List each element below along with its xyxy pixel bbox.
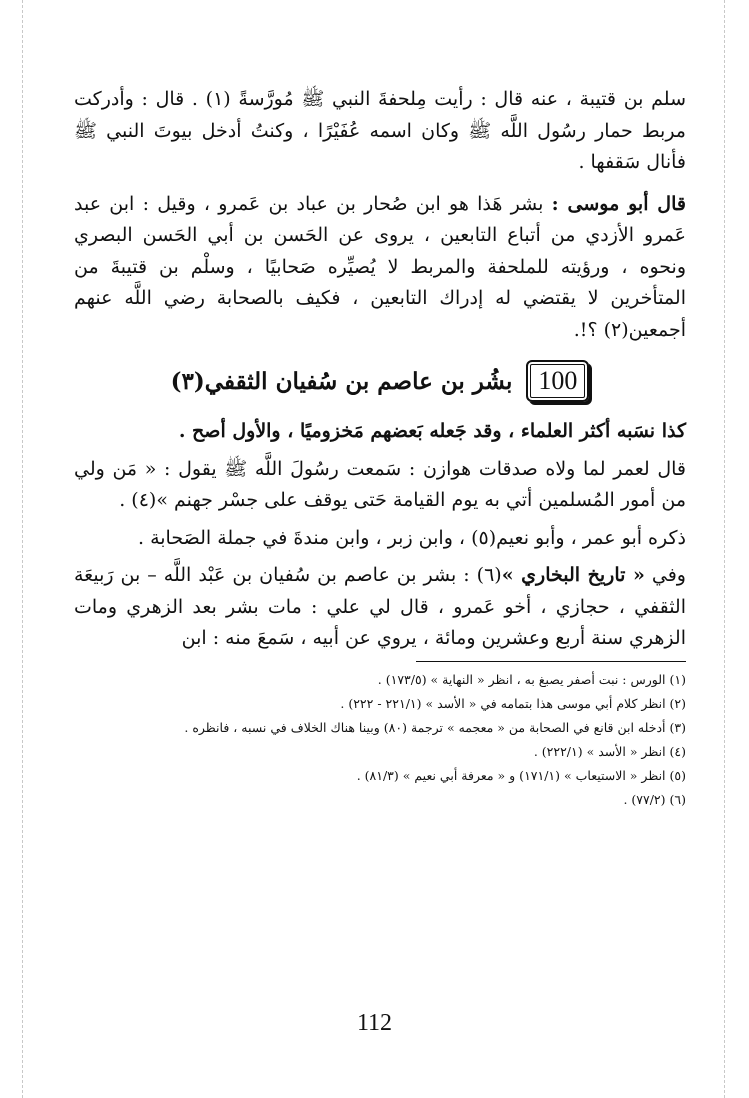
entry-heading <box>74 360 686 402</box>
paragraph-bukhari <box>74 560 686 655</box>
footnote: (٢) انظر كلام أبي موسى هذا بتمامه في « الأسد » (٢٢١/١ - ٢٢٢) . <box>340 695 686 711</box>
abu-musa-text: بشر هَذا هو ابن صُحار بن عباد بن عَمرو ، وقيل : ابن عبد عَمرو الأزدي من أتباع التابعين ، يروى عن الحَسن بن أبي الحَسن البصري ونحوه ، ورؤيته للملحفة والمربط لا يُصيِّره صَحابيًا ، وسلْم بن قتيبةَ من المتأخرين لا يقتضي له إدراك التابعين ، فكيف بالصحابة رضي اللَّه عنهم أجمعين(٢) ؟!. <box>74 192 686 341</box>
page-number: 112 <box>356 1010 393 1036</box>
footnote: (٦) (٧٧/٢) . <box>623 791 686 807</box>
paragraph-continuation: سلم بن قتيبة ، عنه قال : رأيت مِلحفةَ النبي ﷺ مُورَّسةً (١) . قال : وأدركت مربط حمار رسُول اللَّه ﷺ وكان اسمه عُفَيْرًا ، وكنتُ أدخل بيوتَ النبي ﷺ فأنال سَقفها . <box>74 88 686 173</box>
footnotes <box>74 668 686 812</box>
lead-abu-musa: قال أبو موسى : <box>551 192 686 215</box>
paragraph-hadith: قال لعمر لما ولاه صدقات هوازن : سَمعت رسُولَ اللَّه ﷺ يقول : « مَن ولي من أمور المُسلمين أتي به يوم القيامة حَتى يوقف على جسْر جهنم »(٤) . <box>74 457 686 511</box>
entry-title: بشُر بن عاصم بن سُفيان الثقفي(٣) <box>170 367 513 395</box>
entry-number-box: 100 <box>526 360 589 402</box>
footnote: (٥) انظر « الاستيعاب » (١٧١/١) و « معرفة أبي نعيم » (٨١/٣) . <box>356 767 686 783</box>
paragraph-mentioned-by: ذكره أبو عمر ، وأبو نعيم(٥) ، وابن زبر ، وابن مندةَ في جملة الصَحابة . <box>138 526 686 549</box>
footnote: (٤) انظر « الأسد » (٢٢٢/١) . <box>533 743 686 759</box>
page-body <box>74 84 686 812</box>
paragraph-abu-musa <box>74 189 686 347</box>
entry-intro: كذا نسَبه أكثر العلماء ، وقد جَعله بَعضهم مَخزوميًا ، والأول أصح . <box>178 420 686 442</box>
bukhari-text: (٦) : بشر بن عاصم بن سُفيان بن عَبْد اللَّه – بن رَبيعَة الثقفي ، حجازي ، أخو عَمرو ، قال لي علي : مات بشر بعد الزهري ومات الزهري سنة أربع وعشرين ومائة ، يروي عن أبيه ، سَمعَ منه : ابن <box>74 564 686 649</box>
bukhari-title: « تاريخ البخاري » <box>501 564 645 586</box>
margin-guide-left <box>22 0 23 1098</box>
footnote: (١) الورس : نبت أصفر يصبغ به ، انظر « النهاية » (١٧٣/٥) . <box>377 671 686 687</box>
margin-guide-right <box>724 0 725 1098</box>
bukhari-prefix: وفي <box>644 564 686 586</box>
footnote-separator <box>416 661 686 662</box>
footnote: (٣) أدخله ابن قانع في الصحابة من « معجمه » ترجمة (٨٠) وبينا هناك الخلاف في نسبه ، فانظره . <box>184 719 686 735</box>
